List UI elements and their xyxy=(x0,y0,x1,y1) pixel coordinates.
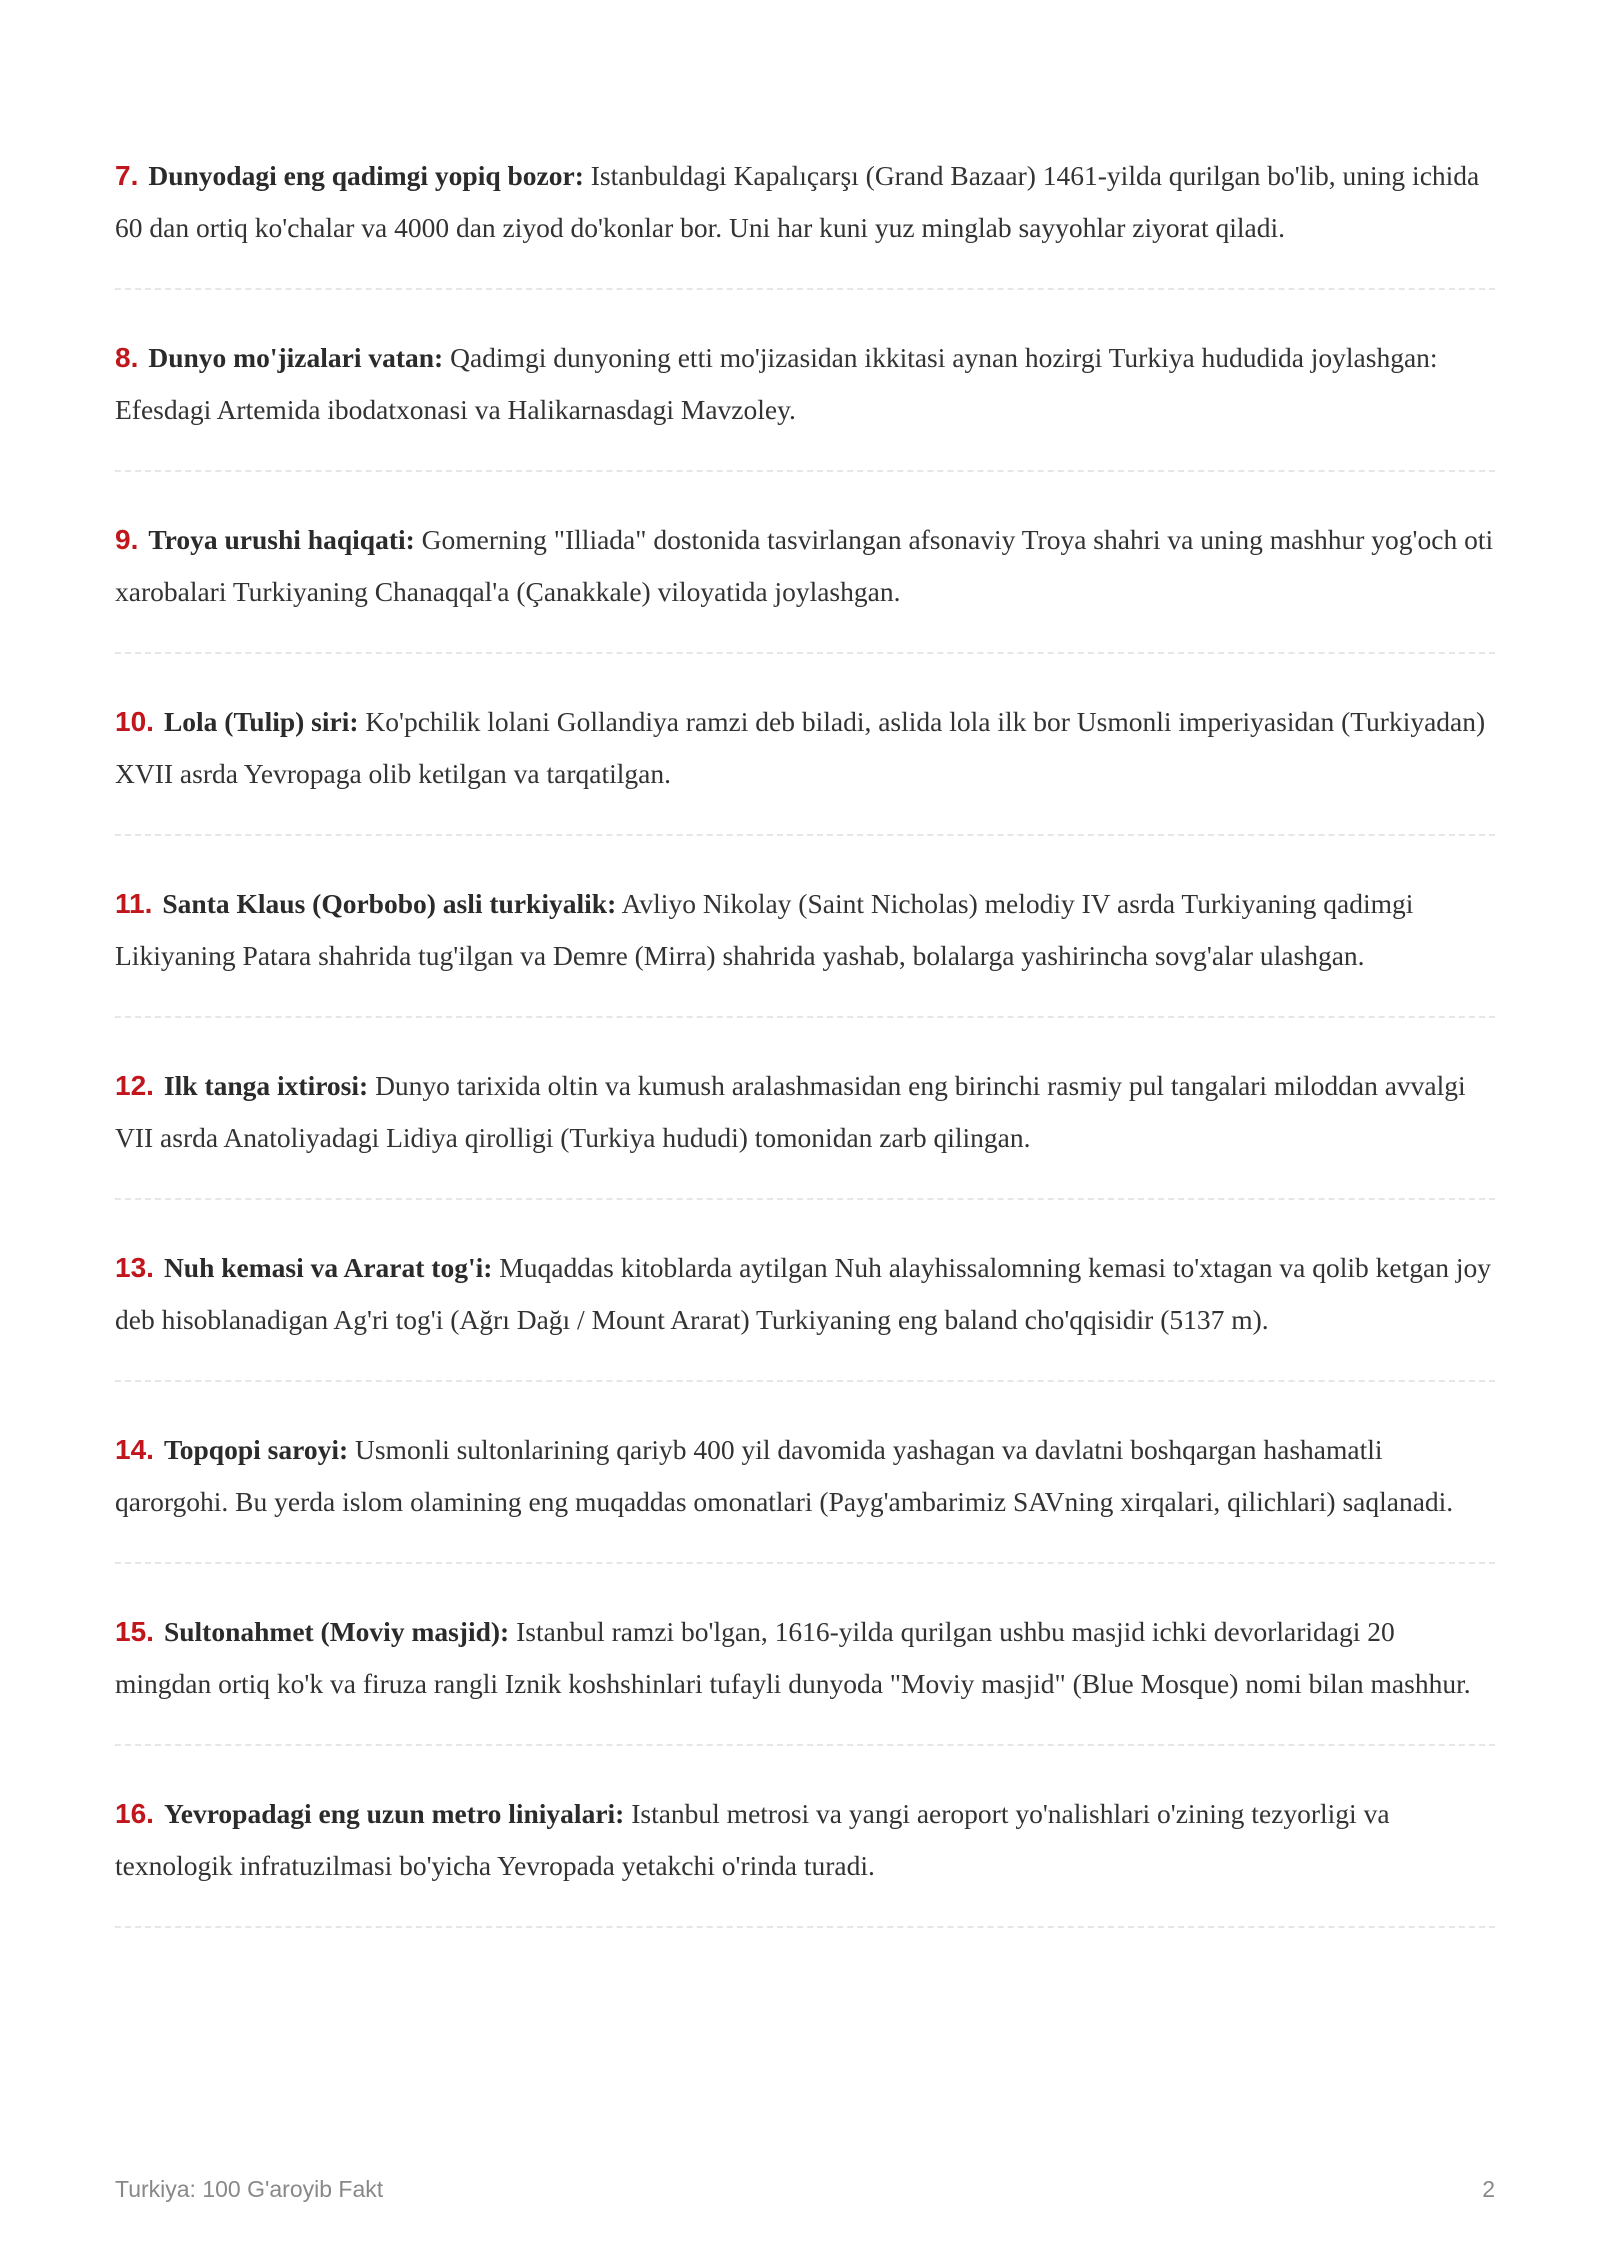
fact-number: 7. xyxy=(115,160,139,191)
fact-item xyxy=(115,1419,1495,1564)
footer-document-title: Turkiya: 100 G'aroyib Fakt xyxy=(115,2176,384,2202)
fact-item xyxy=(115,1783,1495,1928)
fact-item xyxy=(115,1237,1495,1382)
fact-number: 16. xyxy=(115,1798,154,1829)
fact-text: Dunyo tarixida oltin va kumush aralashmasidan eng birinchi rasmiy pul tangalari miloddan avvalgi VII asrda Anatoliyadagi Lidiya qirolligi (Turkiya hududi) tomonidan zarb qilingan. xyxy=(115,1070,1466,1153)
fact-title: Dunyo mo'jizalari vatan: xyxy=(148,342,444,373)
fact-item xyxy=(115,873,1495,1018)
facts-list xyxy=(115,145,1495,1965)
fact-title: Sultonahmet (Moviy masjid): xyxy=(163,1616,510,1647)
fact-number: 12. xyxy=(115,1070,154,1101)
fact-number: 9. xyxy=(115,524,139,555)
fact-title: Dunyodagi eng qadimgi yopiq bozor: xyxy=(148,160,584,191)
fact-text: Istanbuldagi Kapalıçarşı (Grand Bazaar) 1461-yilda qurilgan bo'lib, uning ichida 60 dan ortiq ko'chalar va 4000 dan ziyod do'konlar bor. Uni har kuni yuz minglab sayyohlar ziyorat qiladi. xyxy=(115,160,1480,243)
fact-item xyxy=(115,145,1495,290)
fact-title: Yevropadagi eng uzun metro liniyalari: xyxy=(163,1798,625,1829)
fact-title: Santa Klaus (Qorbobo) asli turkiyalik: xyxy=(162,888,617,919)
fact-text: Gomerning "Illiada" dostonida tasvirlangan afsonaviy Troya shahri va uning mashhur yog'och oti xarobalari Turkiyaning Chanaqqal'a (Çanakkale) viloyatida joylashgan. xyxy=(115,524,1494,607)
fact-item xyxy=(115,509,1495,654)
fact-item xyxy=(115,691,1495,836)
fact-title: Lola (Tulip) siri: xyxy=(163,706,359,737)
fact-item xyxy=(115,327,1495,472)
fact-number: 8. xyxy=(115,342,139,373)
fact-number: 10. xyxy=(115,706,154,737)
fact-title: Nuh kemasi va Ararat tog'i: xyxy=(163,1252,493,1283)
fact-text: Istanbul ramzi bo'lgan, 1616-yilda qurilgan ushbu masjid ichki devorlaridagi 20 mingdan ortiq ko'k va firuza rangli Iznik koshshinlari tufayli dunyoda "Moviy masjid" (Blue Mosque) nomi bilan mashhur. xyxy=(115,1616,1471,1699)
fact-number: 15. xyxy=(115,1616,154,1647)
fact-text: Avliyo Nikolay (Saint Nicholas) melodiy IV asrda Turkiyaning qadimgi Likiyaning Patara shahrida tug'ilgan va Demre (Mirra) shahrida yashab, bolalarga yashirincha sovg'alar ulashgan. xyxy=(115,888,1414,971)
fact-item xyxy=(115,1055,1495,1200)
footer-page-number: 2 xyxy=(1482,2176,1495,2202)
fact-item xyxy=(115,1601,1495,1746)
fact-title: Topqopi saroyi: xyxy=(163,1434,349,1465)
fact-text: Ko'pchilik lolani Gollandiya ramzi deb biladi, aslida lola ilk bor Usmonli imperiyasidan (Turkiyadan) XVII asrda Yevropaga olib ketilgan va tarqatilgan. xyxy=(115,706,1486,789)
fact-text: Usmonli sultonlarining qariyb 400 yil davomida yashagan va davlatni boshqargan hashamatli qarorgohi. Bu yerda islom olamining eng muqaddas omonatlari (Payg'ambarimiz SAVning xirqalari, qilichlari) saqlanadi. xyxy=(115,1434,1454,1517)
fact-title: Troya urushi haqiqati: xyxy=(148,524,415,555)
fact-number: 13. xyxy=(115,1252,154,1283)
fact-number: 14. xyxy=(115,1434,154,1465)
fact-text: Muqaddas kitoblarda aytilgan Nuh alayhissalomning kemasi to'xtagan va qolib ketgan joy deb hisoblanadigan Ag'ri tog'i (Ağrı Dağı / Mount Ararat) Turkiyaning eng baland cho'qqisidir (5137 m). xyxy=(115,1252,1491,1335)
fact-number: 11. xyxy=(115,888,153,919)
fact-text: Istanbul metrosi va yangi aeroport yo'nalishlari o'zining tezyorligi va texnologik infratuzilmasi bo'yicha Yevropada yetakchi o'rinda turadi. xyxy=(115,1798,1390,1881)
fact-title: Ilk tanga ixtirosi: xyxy=(163,1070,369,1101)
fact-text: Qadimgi dunyoning etti mo'jizasidan ikkitasi aynan hozirgi Turkiya hududida joylashgan: Efesdagi Artemida ibodatxonasi va Halikarnasdagi Mavzoley. xyxy=(115,342,1438,425)
